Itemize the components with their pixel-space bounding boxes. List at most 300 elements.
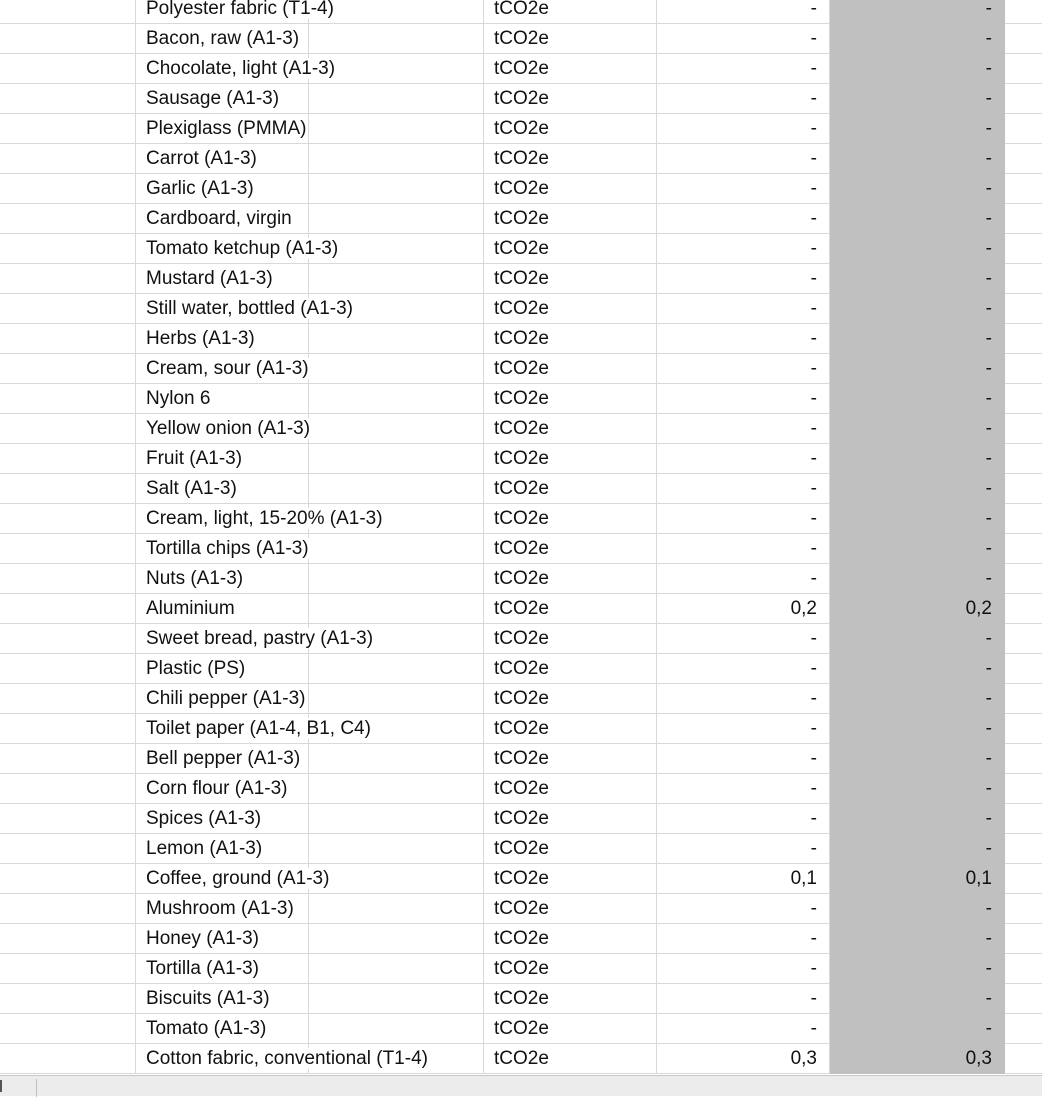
cell-empty[interactable] — [309, 894, 484, 924]
cell-value[interactable] — [657, 924, 830, 954]
cell-empty[interactable] — [309, 924, 484, 954]
cell-empty[interactable] — [0, 654, 136, 684]
cell-unit[interactable] — [484, 24, 657, 54]
cell-value[interactable] — [657, 474, 830, 504]
cell-empty[interactable] — [0, 384, 136, 414]
cell-material[interactable] — [136, 114, 309, 144]
cell-empty[interactable] — [309, 414, 484, 444]
cell-empty[interactable] — [1005, 984, 1042, 1014]
cell-value[interactable] — [657, 744, 830, 774]
cell-material[interactable] — [136, 684, 309, 714]
cell-material[interactable] — [136, 474, 309, 504]
cell-material-text: Chocolate, light (A1-3) — [146, 58, 336, 79]
cell-empty[interactable] — [309, 474, 484, 504]
cell-material[interactable] — [136, 324, 309, 354]
cell-empty[interactable] — [1005, 324, 1042, 354]
cell-empty[interactable] — [0, 864, 136, 894]
cell-material[interactable] — [136, 444, 309, 474]
cell-value-text: - — [810, 1018, 817, 1039]
cell-material-text: Cotton fabric, conventional (T1-4) — [146, 1048, 428, 1069]
cell-unit[interactable] — [484, 384, 657, 414]
cell-empty[interactable] — [0, 24, 136, 54]
cell-total[interactable] — [830, 474, 1005, 504]
cell-empty[interactable] — [1005, 384, 1042, 414]
cell-empty[interactable] — [0, 534, 136, 564]
cell-unit[interactable] — [484, 474, 657, 504]
cell-value-text: - — [810, 388, 817, 409]
cell-unit[interactable] — [484, 864, 657, 894]
cell-unit[interactable] — [484, 1044, 657, 1074]
cell-total[interactable] — [830, 84, 1005, 114]
cell-empty[interactable] — [1005, 24, 1042, 54]
cell-material-text: Nylon 6 — [146, 388, 211, 409]
cell-empty[interactable] — [0, 954, 136, 984]
cell-unit[interactable] — [484, 984, 657, 1014]
cell-total[interactable] — [830, 534, 1005, 564]
cell-unit-text: tCO2e — [494, 208, 549, 229]
cell-total[interactable] — [830, 834, 1005, 864]
cell-material[interactable] — [136, 654, 309, 684]
cell-empty[interactable] — [309, 564, 484, 594]
cell-empty[interactable] — [309, 774, 484, 804]
cell-material[interactable] — [136, 564, 309, 594]
cell-unit[interactable] — [484, 174, 657, 204]
cell-unit-text: tCO2e — [494, 328, 549, 349]
cell-unit[interactable] — [484, 594, 657, 624]
cell-total[interactable] — [830, 894, 1005, 924]
cell-empty[interactable] — [309, 204, 484, 234]
cell-value-text: - — [810, 748, 817, 769]
cell-total[interactable] — [830, 864, 1005, 894]
cell-material[interactable] — [136, 234, 339, 264]
cell-material[interactable] — [136, 894, 309, 924]
cell-empty[interactable] — [1005, 114, 1042, 144]
cell-material-text: Toilet paper (A1-4, B1, C4) — [146, 718, 371, 739]
cell-empty[interactable] — [0, 294, 136, 324]
cell-total-text: - — [985, 268, 992, 289]
cell-value[interactable] — [657, 984, 830, 1014]
cell-empty[interactable] — [1005, 414, 1042, 444]
cell-unit[interactable] — [484, 354, 657, 384]
cell-unit-text: tCO2e — [494, 88, 549, 109]
cell-total[interactable] — [830, 324, 1005, 354]
cell-empty[interactable] — [309, 174, 484, 204]
cell-empty[interactable] — [309, 354, 484, 384]
cell-value[interactable] — [657, 114, 830, 144]
cell-value-text: - — [810, 208, 817, 229]
cell-material[interactable] — [136, 354, 309, 384]
cell-unit[interactable] — [484, 144, 657, 174]
cell-material[interactable] — [136, 804, 309, 834]
table-row — [0, 1014, 1042, 1044]
cell-value[interactable] — [657, 414, 830, 444]
cell-unit[interactable] — [484, 954, 657, 984]
cell-empty[interactable] — [309, 744, 484, 774]
cell-empty[interactable] — [309, 804, 484, 834]
cell-unit[interactable] — [484, 684, 657, 714]
cell-empty[interactable] — [0, 204, 136, 234]
cell-empty[interactable] — [309, 384, 484, 414]
cell-value[interactable] — [657, 684, 830, 714]
cell-empty[interactable] — [0, 354, 136, 384]
cell-total-text: - — [985, 628, 992, 649]
cell-value[interactable] — [657, 594, 830, 624]
cell-empty[interactable] — [1005, 894, 1042, 924]
cell-value[interactable] — [657, 24, 830, 54]
cell-total-text: - — [985, 148, 992, 169]
cell-material-text: Garlic (A1-3) — [146, 178, 254, 199]
cell-unit-text: tCO2e — [494, 1048, 549, 1069]
cell-unit-text: tCO2e — [494, 148, 549, 169]
cell-empty[interactable] — [0, 414, 136, 444]
cell-value[interactable] — [657, 1014, 830, 1044]
cell-value[interactable] — [657, 264, 830, 294]
cell-total[interactable] — [830, 174, 1005, 204]
cell-empty[interactable] — [309, 324, 484, 354]
cell-total-text: - — [985, 478, 992, 499]
cell-material[interactable] — [136, 864, 330, 894]
cell-empty[interactable] — [0, 714, 136, 744]
cell-empty[interactable] — [0, 0, 136, 24]
cell-empty[interactable] — [0, 564, 136, 594]
cell-empty[interactable] — [309, 444, 484, 474]
cell-empty[interactable] — [1005, 924, 1042, 954]
cell-empty[interactable] — [0, 894, 136, 924]
cell-material[interactable] — [136, 534, 309, 564]
cell-value[interactable] — [657, 54, 830, 84]
cell-empty[interactable] — [309, 984, 484, 1014]
cell-empty[interactable] — [0, 744, 136, 774]
cell-unit-text: tCO2e — [494, 298, 549, 319]
cell-empty[interactable] — [1005, 1014, 1042, 1044]
cell-empty[interactable] — [1005, 0, 1042, 24]
cell-empty[interactable] — [0, 474, 136, 504]
cell-unit[interactable] — [484, 834, 657, 864]
cell-empty[interactable] — [0, 834, 136, 864]
cell-empty[interactable] — [0, 114, 136, 144]
cell-empty[interactable] — [309, 264, 484, 294]
cell-empty[interactable] — [0, 984, 136, 1014]
cell-empty[interactable] — [1005, 204, 1042, 234]
cell-total[interactable] — [830, 564, 1005, 594]
cell-empty[interactable] — [309, 24, 484, 54]
cell-empty[interactable] — [0, 774, 136, 804]
cell-value[interactable] — [657, 84, 830, 114]
cell-value[interactable] — [657, 324, 830, 354]
cell-value[interactable] — [657, 654, 830, 684]
cell-total[interactable] — [830, 0, 1005, 24]
cell-empty[interactable] — [309, 84, 484, 114]
cell-total[interactable] — [830, 414, 1005, 444]
cell-value[interactable] — [657, 804, 830, 834]
cell-material[interactable] — [136, 954, 309, 984]
cell-unit[interactable] — [484, 444, 657, 474]
cell-value[interactable] — [657, 534, 830, 564]
cell-empty[interactable] — [309, 144, 484, 174]
cell-empty[interactable] — [309, 654, 484, 684]
cell-material[interactable] — [136, 414, 309, 444]
cell-unit[interactable] — [484, 804, 657, 834]
cell-empty[interactable] — [0, 234, 136, 264]
cell-value[interactable] — [657, 1044, 830, 1074]
cell-material[interactable] — [136, 1014, 309, 1044]
cell-total[interactable] — [830, 624, 1005, 654]
cell-empty[interactable] — [1005, 774, 1042, 804]
cell-total[interactable] — [830, 504, 1005, 534]
cell-total[interactable] — [830, 354, 1005, 384]
cell-unit-text: tCO2e — [494, 778, 549, 799]
cell-empty[interactable] — [1005, 144, 1042, 174]
cell-value[interactable] — [657, 234, 830, 264]
cell-empty[interactable] — [1005, 444, 1042, 474]
cell-empty[interactable] — [1005, 594, 1042, 624]
cell-material[interactable] — [136, 264, 309, 294]
cell-unit[interactable] — [484, 204, 657, 234]
cell-value-text: - — [810, 628, 817, 649]
cell-empty[interactable] — [0, 144, 136, 174]
cell-empty[interactable] — [1005, 534, 1042, 564]
cell-unit-text: tCO2e — [494, 688, 549, 709]
cell-total[interactable] — [830, 1044, 1005, 1074]
cell-empty[interactable] — [0, 444, 136, 474]
cell-unit[interactable] — [484, 654, 657, 684]
cell-total-text: - — [985, 508, 992, 529]
cell-total[interactable] — [830, 774, 1005, 804]
cell-material[interactable] — [136, 744, 309, 774]
cell-empty[interactable] — [0, 54, 136, 84]
cell-material[interactable] — [136, 504, 383, 534]
cell-material[interactable] — [136, 174, 309, 204]
cell-unit[interactable] — [484, 0, 657, 24]
cell-empty[interactable] — [1005, 564, 1042, 594]
cell-empty[interactable] — [309, 114, 484, 144]
cell-value[interactable] — [657, 294, 830, 324]
cell-unit[interactable] — [484, 624, 657, 654]
cell-total-text: - — [985, 118, 992, 139]
cell-material[interactable] — [136, 84, 309, 114]
cell-unit[interactable] — [484, 324, 657, 354]
cell-unit[interactable] — [484, 114, 657, 144]
cell-unit[interactable] — [484, 84, 657, 114]
cell-unit-text: tCO2e — [494, 808, 549, 829]
cell-total[interactable] — [830, 954, 1005, 984]
cell-empty[interactable] — [0, 84, 136, 114]
cell-empty[interactable] — [1005, 474, 1042, 504]
cell-total[interactable] — [830, 744, 1005, 774]
cell-value[interactable] — [657, 354, 830, 384]
cell-total[interactable] — [830, 1014, 1005, 1044]
table-row — [0, 534, 1042, 564]
cell-material[interactable] — [136, 1044, 428, 1074]
cell-empty[interactable] — [0, 174, 136, 204]
cell-unit[interactable] — [484, 894, 657, 924]
cell-value[interactable] — [657, 564, 830, 594]
cell-empty[interactable] — [1005, 804, 1042, 834]
cell-empty[interactable] — [1005, 294, 1042, 324]
cell-material-text: Tortilla (A1-3) — [146, 958, 259, 979]
cell-unit[interactable] — [484, 414, 657, 444]
cell-value-text: - — [810, 118, 817, 139]
cell-material[interactable] — [136, 774, 309, 804]
cell-empty[interactable] — [0, 924, 136, 954]
cell-material[interactable] — [136, 54, 336, 84]
cell-unit-text: tCO2e — [494, 448, 549, 469]
cell-total-text: - — [985, 838, 992, 859]
cell-unit[interactable] — [484, 504, 657, 534]
cell-value[interactable] — [657, 144, 830, 174]
cell-empty[interactable] — [1005, 864, 1042, 894]
cell-value[interactable] — [657, 504, 830, 534]
cell-empty[interactable] — [1005, 1044, 1042, 1074]
cell-empty[interactable] — [0, 594, 136, 624]
cell-material[interactable] — [136, 924, 309, 954]
cell-material-text: Bell pepper (A1-3) — [146, 748, 301, 769]
cell-material[interactable] — [136, 0, 334, 24]
cell-empty[interactable] — [1005, 954, 1042, 984]
cell-unit[interactable] — [484, 714, 657, 744]
cell-total[interactable] — [830, 444, 1005, 474]
cell-value[interactable] — [657, 204, 830, 234]
cell-material-text: Biscuits (A1-3) — [146, 988, 270, 1009]
cell-value[interactable] — [657, 624, 830, 654]
cell-unit[interactable] — [484, 264, 657, 294]
cell-value[interactable] — [657, 714, 830, 744]
cell-unit[interactable] — [484, 924, 657, 954]
cell-total[interactable] — [830, 714, 1005, 744]
cell-total[interactable] — [830, 654, 1005, 684]
cell-total[interactable] — [830, 24, 1005, 54]
cell-empty[interactable] — [1005, 744, 1042, 774]
cell-value[interactable] — [657, 774, 830, 804]
cell-empty[interactable] — [0, 504, 136, 534]
cell-material-text: Lemon (A1-3) — [146, 838, 263, 859]
table-row — [0, 774, 1042, 804]
cell-empty[interactable] — [309, 1014, 484, 1044]
cell-material[interactable] — [136, 834, 309, 864]
cell-unit-text: tCO2e — [494, 868, 549, 889]
cell-material-text: Chili pepper (A1-3) — [146, 688, 306, 709]
cell-empty[interactable] — [309, 834, 484, 864]
cell-empty[interactable] — [0, 264, 136, 294]
cell-empty[interactable] — [1005, 354, 1042, 384]
cell-total-text: - — [985, 748, 992, 769]
cell-empty[interactable] — [1005, 264, 1042, 294]
table-row — [0, 684, 1042, 714]
cell-value[interactable] — [657, 834, 830, 864]
cell-material[interactable] — [136, 24, 309, 54]
cell-empty[interactable] — [0, 1044, 136, 1074]
cell-material[interactable] — [136, 144, 309, 174]
cell-empty[interactable] — [1005, 54, 1042, 84]
cell-value[interactable] — [657, 0, 830, 24]
cell-empty[interactable] — [309, 534, 484, 564]
cell-value[interactable] — [657, 384, 830, 414]
cell-total-text: - — [985, 538, 992, 559]
cell-empty[interactable] — [1005, 234, 1042, 264]
cell-material[interactable] — [136, 624, 374, 654]
cell-empty[interactable] — [0, 1014, 136, 1044]
cell-empty[interactable] — [1005, 654, 1042, 684]
cell-empty[interactable] — [1005, 624, 1042, 654]
cell-material[interactable] — [136, 594, 309, 624]
cell-total-text: - — [985, 568, 992, 589]
cell-material-text: Plastic (PS) — [146, 658, 246, 679]
cell-unit[interactable] — [484, 534, 657, 564]
cell-total[interactable] — [830, 114, 1005, 144]
cell-total[interactable] — [830, 804, 1005, 834]
cell-material[interactable] — [136, 714, 371, 744]
cell-empty[interactable] — [309, 594, 484, 624]
cell-empty[interactable] — [309, 954, 484, 984]
cell-unit-text: tCO2e — [494, 1018, 549, 1039]
cell-empty[interactable] — [0, 684, 136, 714]
scroll-marker — [0, 1080, 2, 1092]
cell-unit-text: tCO2e — [494, 568, 549, 589]
cell-total[interactable] — [830, 984, 1005, 1014]
cell-value-text: 0,1 — [790, 868, 817, 889]
cell-material[interactable] — [136, 384, 309, 414]
cell-value[interactable] — [657, 954, 830, 984]
cell-empty[interactable] — [1005, 684, 1042, 714]
cell-material-text: Sausage (A1-3) — [146, 88, 280, 109]
cell-material[interactable] — [136, 984, 309, 1014]
cell-empty[interactable] — [1005, 834, 1042, 864]
cell-total[interactable] — [830, 384, 1005, 414]
table-row — [0, 1044, 1042, 1074]
cell-value[interactable] — [657, 864, 830, 894]
table-row — [0, 714, 1042, 744]
cell-empty[interactable] — [309, 684, 484, 714]
cell-material-text: Carrot (A1-3) — [146, 148, 257, 169]
cell-empty[interactable] — [1005, 504, 1042, 534]
cell-unit-text: tCO2e — [494, 358, 549, 379]
cell-unit[interactable] — [484, 54, 657, 84]
cell-value-text: - — [810, 298, 817, 319]
cell-total[interactable] — [830, 924, 1005, 954]
cell-total[interactable] — [830, 294, 1005, 324]
cell-empty[interactable] — [309, 864, 484, 894]
cell-material[interactable] — [136, 294, 353, 324]
cell-empty[interactable] — [1005, 174, 1042, 204]
cell-total[interactable] — [830, 144, 1005, 174]
cell-total[interactable] — [830, 264, 1005, 294]
cell-unit[interactable] — [484, 294, 657, 324]
cell-unit-text: tCO2e — [494, 508, 549, 529]
cell-empty[interactable] — [0, 624, 136, 654]
cell-value-text: - — [810, 838, 817, 859]
cell-total[interactable] — [830, 594, 1005, 624]
cell-total[interactable] — [830, 234, 1005, 264]
cell-material-text: Sweet bread, pastry (A1-3) — [146, 628, 374, 649]
cell-unit[interactable] — [484, 564, 657, 594]
cell-total[interactable] — [830, 54, 1005, 84]
cell-empty[interactable] — [0, 324, 136, 354]
cell-total[interactable] — [830, 204, 1005, 234]
cell-value[interactable] — [657, 174, 830, 204]
cell-value[interactable] — [657, 444, 830, 474]
table-row — [0, 744, 1042, 774]
cell-unit[interactable] — [484, 744, 657, 774]
cell-material[interactable] — [136, 204, 309, 234]
cell-value[interactable] — [657, 894, 830, 924]
cell-total[interactable] — [830, 684, 1005, 714]
cell-unit[interactable] — [484, 774, 657, 804]
cell-unit[interactable] — [484, 234, 657, 264]
cell-empty[interactable] — [1005, 714, 1042, 744]
cell-unit[interactable] — [484, 1014, 657, 1044]
cell-empty[interactable] — [0, 804, 136, 834]
cell-empty[interactable] — [1005, 84, 1042, 114]
